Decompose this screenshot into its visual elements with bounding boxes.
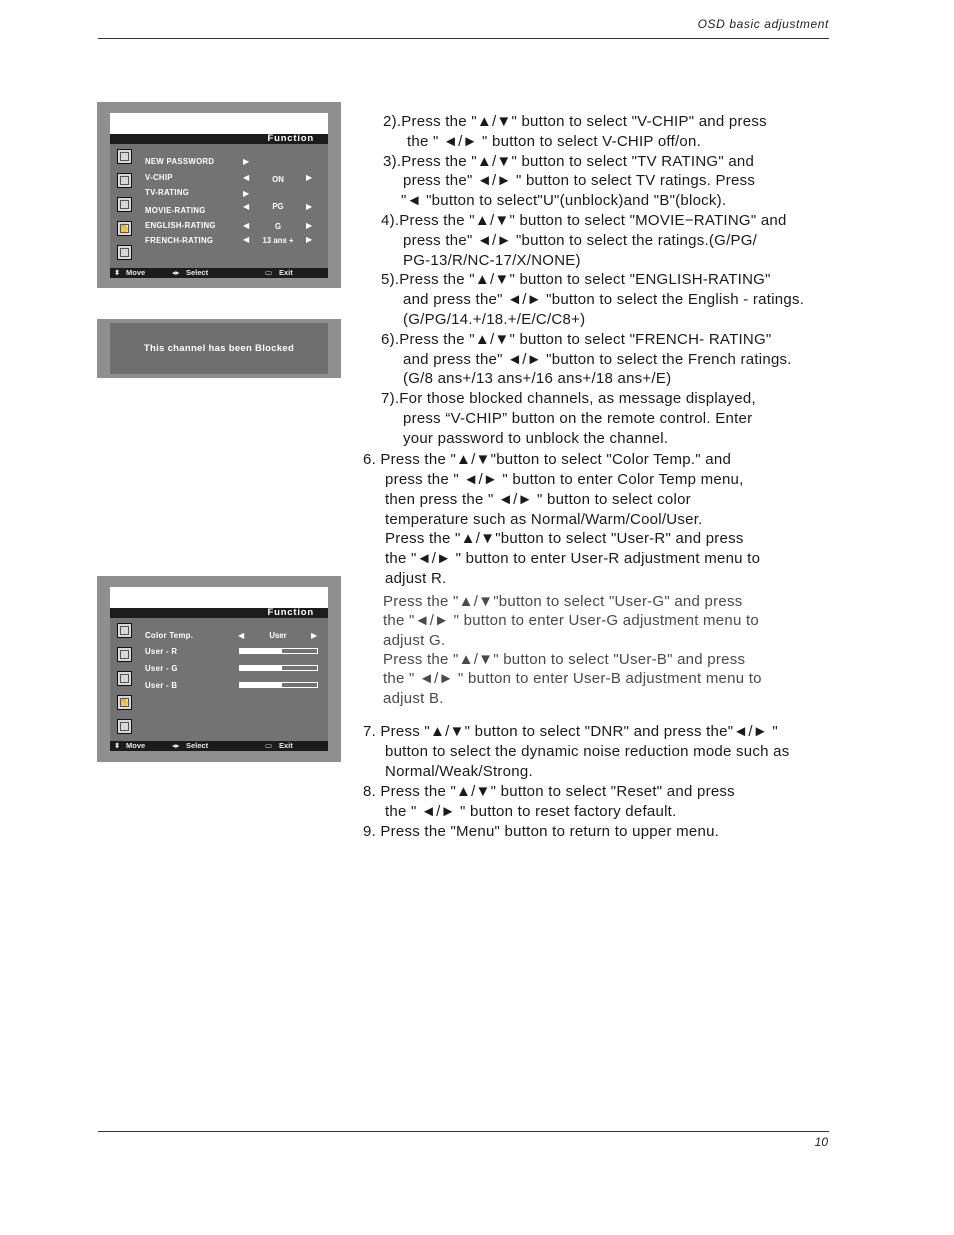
instruction-line: 4).Press the "▲/▼" button to select "MOVIE−RATING" and — [381, 212, 787, 229]
menu-item-english-rating: ENGLISH-RATING — [145, 221, 216, 230]
instruction-line: your password to unblock the channel. — [403, 430, 669, 447]
select-hint: Select — [186, 268, 209, 277]
function-label: Function — [110, 608, 328, 618]
instruction-line: Press the "▲/▼"button to select "User-R" and press — [385, 530, 744, 547]
osd-footer — [110, 268, 328, 278]
instruction-line: PG-13/R/NC-17/X/NONE) — [403, 252, 581, 269]
menu-item-new-password: NEW PASSWORD — [145, 157, 215, 166]
instruction-line: 3).Press the "▲/▼" button to select "TV RATING" and — [383, 153, 755, 170]
instruction-line: Press the "▲/▼" button to select "User-B" and press — [383, 651, 746, 668]
up-down-arrow-icon: ⬍ — [114, 268, 121, 277]
instruction-line: 7).For those blocked channels, as message displayed, — [381, 390, 756, 407]
instruction-line: (G/PG/14.+/18.+/E/C/C8+) — [403, 311, 586, 328]
osd-title-bar — [110, 587, 328, 608]
osd-menu-body — [110, 618, 328, 741]
osd-vchip-screen — [97, 102, 341, 288]
hand-icon: ✋ — [117, 695, 132, 710]
instruction-line: button to select the dynamic noise reduction mode such as — [385, 743, 790, 760]
instruction-line: then press the " ◄/► " button to select color — [385, 491, 691, 508]
menu-item-user-g: User - G — [145, 664, 178, 673]
osd-title-bar — [110, 113, 328, 134]
instruction-line: adjust B. — [383, 690, 444, 707]
left-arrow-icon: ◀ — [243, 173, 250, 182]
setup-icon — [117, 719, 132, 734]
instruction-line: "◄ "button to select"U"(unblock)and "B"(block). — [401, 192, 727, 209]
exit-hint: Exit — [279, 741, 293, 750]
right-arrow-icon: ▶ — [306, 221, 313, 230]
instruction-line: the "◄/► " button to enter User-G adjustment menu to — [383, 612, 760, 629]
user-b-slider[interactable] — [239, 682, 318, 688]
v-chip-value: ON — [272, 175, 284, 184]
menu-item-movie-rating: MOVIE-RATING — [145, 206, 206, 215]
menu-item-user-r: User - R — [145, 647, 178, 656]
setup-icon — [117, 245, 132, 260]
instruction-line: press the" ◄/► "button to select the ratings.(G/PG/ — [403, 232, 758, 249]
left-arrow-icon: ◀ — [243, 202, 250, 211]
instruction-line: (G/8 ans+/13 ans+/16 ans+/18 ans+/E) — [403, 370, 672, 387]
page-number: 10 — [814, 1135, 828, 1149]
time-icon — [117, 671, 132, 686]
instruction-line: 8. Press the "▲/▼" button to select "Reset" and press — [363, 783, 735, 800]
right-arrow-icon: ▶ — [306, 202, 313, 211]
right-arrow-icon: ▶ — [243, 157, 250, 166]
instruction-line: the "◄/► " button to enter User-R adjustment menu to — [385, 550, 761, 567]
instruction-line: 7. Press "▲/▼" button to select "DNR" and press the"◄/► " — [363, 723, 778, 740]
function-label: Function — [110, 134, 328, 144]
instruction-line: the " ◄/► " button to enter User-B adjustment menu to — [383, 670, 762, 687]
hand-icon: ✋ — [117, 221, 132, 236]
instruction-line: Press the "▲/▼"button to select "User-G" and press — [383, 593, 743, 610]
color-temp-value: User — [269, 631, 287, 640]
instruction-line: adjust R. — [385, 570, 447, 587]
english-rating-value: G — [274, 222, 282, 231]
picture-icon — [117, 623, 132, 638]
move-hint: Move — [126, 268, 146, 277]
blocked-message: This channel has been Blocked — [110, 323, 328, 374]
menu-item-tv-rating: TV-RATING — [145, 188, 190, 197]
right-arrow-icon: ▶ — [306, 173, 313, 182]
instruction-line: 2).Press the "▲/▼" button to select "V-CHIP" and press — [383, 113, 767, 130]
right-arrow-icon: ▶ — [306, 235, 313, 244]
instruction-line: press the" ◄/► " button to select TV ratings. Press — [403, 172, 756, 189]
instruction-line: Normal/Weak/Strong. — [385, 763, 533, 780]
menu-item-user-b: User - B — [145, 681, 178, 690]
osd-color-screen — [97, 576, 341, 762]
menu-item-v-chip: V-CHIP — [145, 173, 173, 182]
instruction-line: and press the" ◄/► "button to select the English - ratings. — [403, 291, 805, 308]
instruction-line: and press the" ◄/► "button to select the French ratings. — [403, 351, 792, 368]
instruction-line: 9. Press the "Menu" button to return to upper menu. — [363, 823, 720, 840]
user-r-slider[interactable] — [239, 648, 318, 654]
up-down-arrow-icon: ⬍ — [114, 741, 121, 750]
menu-item-french-rating: FRENCH-RATING — [145, 236, 214, 245]
instruction-line: press “V-CHIP” button on the remote control. Enter — [403, 410, 753, 427]
instruction-line: the " ◄/► " button to select V-CHIP off/on. — [407, 133, 702, 150]
instruction-line: press the " ◄/► " button to enter Color Temp menu, — [385, 471, 744, 488]
instruction-line: 5).Press the "▲/▼" button to select "ENGLISH-RATING" — [381, 271, 771, 288]
picture-icon — [117, 149, 132, 164]
exit-hint: Exit — [279, 268, 293, 277]
right-arrow-icon: ▶ — [311, 631, 318, 640]
french-rating-value: 13 ans + — [262, 236, 294, 245]
time-icon — [117, 197, 132, 212]
instruction-line: temperature such as Normal/Warm/Cool/User. — [385, 511, 703, 528]
right-arrow-icon: ▶ — [243, 189, 250, 198]
user-g-slider[interactable] — [239, 665, 318, 671]
select-hint: Select — [186, 741, 209, 750]
header-rule — [98, 38, 829, 39]
left-right-arrow-icon: ◂▸ — [172, 268, 180, 277]
footer-rule — [98, 1131, 829, 1132]
left-arrow-icon: ◀ — [238, 631, 245, 640]
menu-key-icon: ▭ — [265, 268, 273, 277]
sound-icon — [117, 647, 132, 662]
movie-rating-value: PG — [272, 202, 284, 211]
osd-footer — [110, 741, 328, 751]
instruction-line: 6. Press the "▲/▼"button to select "Color Temp." and — [363, 451, 732, 468]
blocked-message-screen — [97, 319, 341, 378]
instruction-line: the " ◄/► " button to reset factory default. — [385, 803, 677, 820]
menu-item-color-temp: Color Temp. — [145, 631, 194, 640]
sound-icon — [117, 173, 132, 188]
instruction-line: adjust G. — [383, 632, 446, 649]
left-right-arrow-icon: ◂▸ — [172, 741, 180, 750]
menu-key-icon: ▭ — [265, 741, 273, 750]
instruction-line: 6).Press the "▲/▼" button to select "FRENCH- RATING" — [381, 331, 772, 348]
move-hint: Move — [126, 741, 146, 750]
section-title: OSD basic adjustment — [697, 17, 829, 31]
left-arrow-icon: ◀ — [243, 221, 250, 230]
osd-menu-body — [110, 144, 328, 268]
left-arrow-icon: ◀ — [243, 235, 250, 244]
